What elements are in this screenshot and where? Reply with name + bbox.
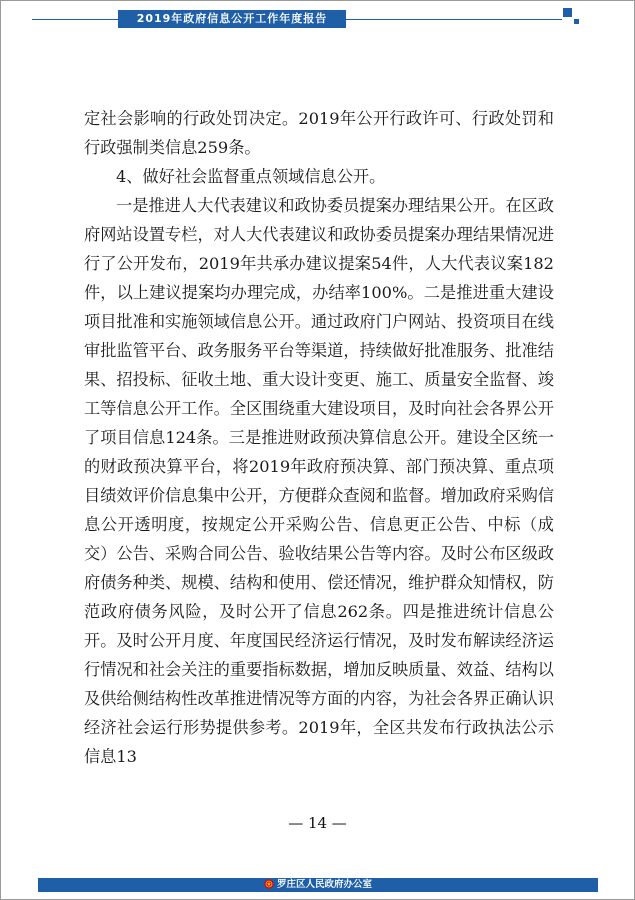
national-emblem-icon: [264, 879, 274, 889]
header-square-large: [563, 8, 572, 17]
section-heading: 4、做好社会监督重点领域信息公开。: [116, 167, 386, 186]
page-number: — 14 —: [288, 814, 347, 832]
paragraph-main: 一是推进人大代表建议和政协委员提案办理结果公开。在区政府网站设置专栏，对人大代表建议和政协委员提案办理结果情况进行了公开发布，2019年共承办建议提案54件，人大代表议案182件，以上建议提案均办理完成，办结率100%。二是推进重大建设项目批准和实施领域信息公开。通过政府门户网站、投资项目在线审批监管平台、政务服务平台等渠道，持续做好批准服务、批准结果、招投标、征收土地、重大设计变更、施工、质量安全监督、竣工等信息公开工作。全区围绕重大建设项目，及时向社会各界公开了项目信息124条。三是推进财政预决算信息公开。建设全区统一的财政预决算平台，将2019年政府预决算、部门预决算、重点项目绩效评价信息集中公开，方便群众查阅和监督。增加政府采购信息公开透明度，按规定公开采购公告、信息更正公告、中标（成交）公告、采购合同公告、验收结果公告等内容。及时公布区级政府债务种类、规模、结构和使用、偿还情况，维护群众知情权，防范政府债务风险，及时公开了信息262条。四是推进统计信息公开。及时公开月度、年度国民经济运行情况，及时发布解读经济运行情况和社会关注的重要指标数据，增加反映质量、效益、结构以及供给侧结构性改革推进情况等方面的内容，为社会各界正确认识经济社会运行形势提供参考。2019年，全区共发布行政执法公示信息13: [84, 196, 554, 766]
report-header-title: 2019年政府信息公开工作年度报告: [118, 10, 346, 28]
footer-bar: [38, 878, 598, 892]
header-rule-left: [32, 19, 118, 20]
paragraph-continuation: 定社会影响的行政处罚决定。2019年公开行政许可、行政处罚和行政强制类信息259条。: [84, 109, 554, 157]
body-text: [84, 104, 554, 771]
header-square-small: [574, 19, 579, 24]
header-rule-right: [346, 19, 562, 20]
footer-organization: 罗庄区人民政府办公室: [276, 879, 372, 890]
